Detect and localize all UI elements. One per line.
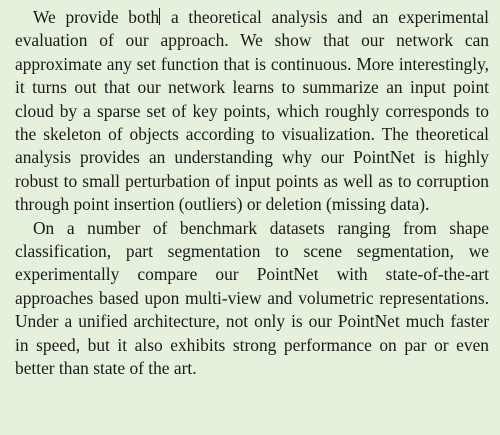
paragraph-2[interactable]: On a number of benchmark datasets ranging from shape classification, part segmentation to scene segmentation, we experimentally compare our PointNet with state-of-the-art approaches based upon multi-view and volumetric representations. Under a unified architecture, not only is our PointNet much faster in speed, but it also exhibits strong performance on par or even better than state of the art. [15, 217, 489, 379]
paragraph-1[interactable] [15, 6, 489, 217]
document-body [15, 6, 489, 381]
paragraph-1-text-rest: a theoretical analysis and an experimental evaluation of our approach. We show that our network can approximate any set function that is continuous. More interestingly, it turns out that our network learns to summarize an input point cloud by a sparse set of key points, which roughly corresponds to the skeleton of objects according to visualization. The theoretical analysis provides an understanding why our PointNet is highly robust to small perturbation of input points as well as to corruption through point insertion (outliers) or deletion (missing data). [15, 7, 489, 215]
paragraph-1-text-start: We provide both [33, 7, 160, 27]
